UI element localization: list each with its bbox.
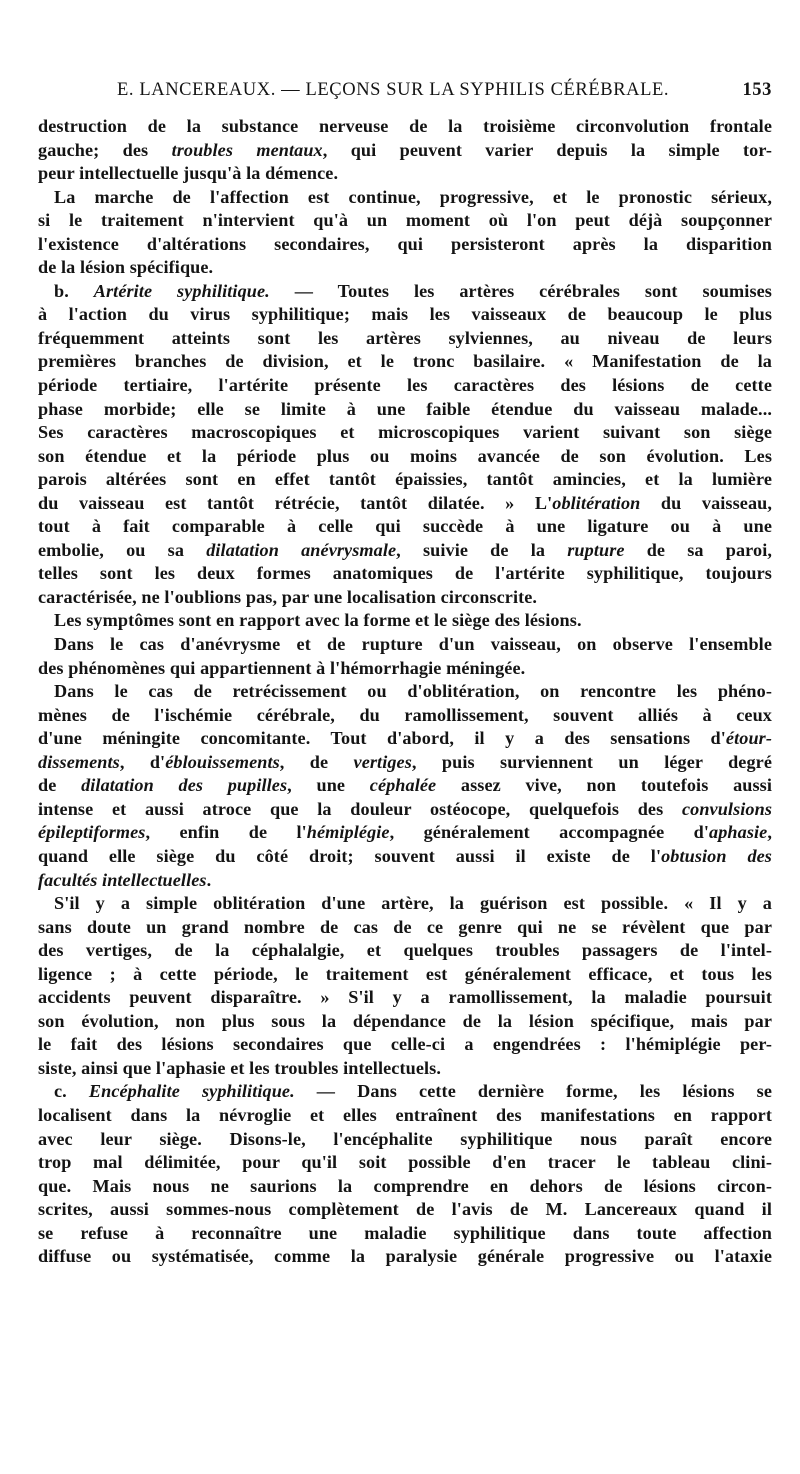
text-segment: fréquemment atteints sont les artères sylviennes, au niveau de leurs [38,327,772,348]
text-segment: La marche de l'affection est continue, progressive, et le pronostic sérieux, [54,186,772,207]
italic-segment: troubles mentaux [171,139,323,160]
text-segment: — Toutes les artères cérébrales sont soumises [269,280,772,301]
text-line [38,186,772,210]
italic-segment: oblitération [552,492,641,513]
text-line [38,586,772,610]
text-segment: des phénomènes qui appartiennent à l'hémorrhagie méningée. [38,657,526,678]
text-segment: , suivie de la [396,539,568,560]
italic-segment: obtusion des [661,845,772,866]
text-line [38,892,772,916]
text-segment: son évolution, non plus sous la dépendance de la lésion spécifique, mais par [38,1010,772,1031]
text-segment: d'une méningite concomitante. Tout d'abord, il y a des sensations d' [38,728,726,749]
italic-segment: dissements [38,751,120,772]
text-segment: — Dans cette dernière forme, les lésions se [294,1081,772,1102]
italic-segment: convulsions [681,798,772,819]
text-line [38,539,772,563]
text-segment: siste, ainsi que l'aphasie et les troubles intellectuels. [38,1057,441,1078]
text-line [38,1080,772,1104]
text-segment: Ses caractères macroscopiques et microscopiques varient suivant son siège [38,422,772,443]
text-segment: destruction de la substance nerveuse de la troisième circonvolution frontale [38,116,772,136]
text-segment: Les symptômes sont en rapport avec la forme et le siège des lésions. [54,610,582,631]
text-segment: embolie, ou sa [38,539,207,560]
text-line [38,633,772,657]
text-line [38,939,772,963]
text-segment: . [206,869,212,890]
text-segment: du vaisseau est tantôt rétrécie, tantôt dilatée. » L' [38,492,553,513]
text-segment: se refuse à reconnaître une maladie syphilitique dans toute affection [38,1222,772,1243]
italic-segment: vertiges [353,751,412,772]
text-line [38,1104,772,1128]
text-line [38,115,772,139]
italic-segment: aphasie [709,822,768,843]
text-segment: , une [287,775,370,796]
text-segment: phase morbide; elle se limite à une faible étendue du vaisseau malade... [38,398,772,419]
text-segment: , enfin de l' [145,822,307,843]
text-line [38,1198,772,1222]
italic-segment: rupture [567,539,625,560]
text-segment: caractérisée, ne l'oublions pas, par une localisation circonscrite. [38,586,538,607]
running-title: E. LANCEREAUX. — LEÇONS SUR LA SYPHILIS CÉRÉBRALE. [117,80,670,100]
text-segment: Dans le cas de retrécissement ou d'oblitération, on rencontre les phéno- [54,681,772,702]
text-line [38,1057,772,1081]
italic-segment: épileptiformes [38,822,146,843]
italic-segment: Encéphalite syphilitique. [88,1081,295,1102]
italic-segment: étour- [725,728,772,749]
text-line [38,327,772,351]
text-segment: son étendue et la période plus ou moins avancée de son évolution. Les [38,445,772,466]
text-line [38,350,772,374]
text-line [38,774,772,798]
text-line [38,1222,772,1246]
text-line [38,916,772,940]
text-segment: tout à fait comparable à celle qui succède à une ligature ou à une [38,516,772,537]
text-line [38,303,772,327]
text-line [38,845,772,869]
text-line [38,445,772,469]
text-segment: période tertiaire, l'artérite présente les caractères des lésions de cette [38,375,772,396]
text-line [38,421,772,445]
text-segment: , [767,822,772,843]
text-segment: telles sont les deux formes anatomiques de l'artérite syphilitique, toujours [38,563,772,584]
italic-segment: éblouissements [165,751,280,772]
text-segment: c. [54,1081,89,1102]
text-segment: parois altérées sont en effet tantôt épaissies, tantôt amincies, et la lumière [38,469,772,490]
text-segment: diffuse ou systématisée, comme la paralysie générale progressive ou l'ataxie [38,1246,772,1267]
text-segment: scrites, aussi sommes-nous complètement de l'avis de M. Lancereaux quand il [38,1199,772,1220]
text-segment: intense et aussi atroce que la douleur ostéocope, quelquefois des [38,798,682,819]
text-line [38,680,772,704]
text-segment: mènes de l'ischémie cérébrale, du ramollissement, souvent alliés à ceux [38,704,772,725]
text-segment: que. Mais nous ne saurions la comprendre en dehors de lésions circon- [38,1175,772,1196]
text-segment: le fait des lésions secondaires que celle-ci a engendrées : l'hémiplégie per- [38,1034,772,1055]
italic-segment: céphalée [369,775,437,796]
text-line [38,468,772,492]
text-segment: quand elle siège du côté droit; souvent aussi il existe de l' [38,845,662,866]
text-segment: ligence ; à cette période, le traitement est généralement efficace, et tous les [38,963,772,984]
text-line [38,963,772,987]
text-segment: localisent dans la névroglie et elles entraînent des manifestations en rapport [38,1104,772,1125]
text-segment: l'existence d'altérations secondaires, qui persisteront après la disparition [38,233,772,254]
text-line [38,869,772,893]
body-text [38,115,772,1269]
text-line [38,562,772,586]
text-line [38,374,772,398]
text-segment: premières branches de division, et le tronc basilaire. « Manifestation de la [38,351,772,372]
text-line [38,280,772,304]
text-segment: , d' [119,751,166,772]
text-line [38,515,772,539]
text-segment: si le traitement n'intervient qu'à un moment où l'on peut déjà soupçonner [38,210,772,231]
text-segment: sans doute un grand nombre de cas de ce genre qui ne se révèlent que par [38,916,772,937]
text-segment: Dans le cas d'anévrysme et de rupture d'un vaisseau, on observe l'ensemble [54,634,772,655]
text-line [38,162,772,186]
italic-segment: facultés intellectuelles [38,869,207,890]
text-segment: , de [279,751,354,772]
italic-segment: hémiplégie [306,822,390,843]
text-segment: assez vive, non toutefois aussi [436,775,772,796]
text-line [38,986,772,1010]
italic-segment: dilatation anévrysmale [206,539,397,560]
text-line [38,1128,772,1152]
text-line [38,798,772,822]
text-line [38,492,772,516]
italic-segment: Artérite syphilitique. [93,280,270,301]
text-line [38,609,772,633]
text-segment: S'il y a simple oblitération d'une artère, la guérison est possible. « Il y a [54,893,772,914]
text-segment: gauche; des [38,139,172,160]
text-line [38,657,772,681]
text-segment: , qui peuvent varier depuis la simple tor- [322,139,772,160]
text-line [38,398,772,422]
text-segment: de sa paroi, [624,539,772,560]
text-segment: b. [54,280,94,301]
text-segment: de [38,775,82,796]
text-segment: avec leur siège. Disons-le, l'encéphalite syphilitique nous paraît encore [38,1128,772,1149]
text-line [38,821,772,845]
text-line [38,1010,772,1034]
text-line [38,704,772,728]
text-line [38,727,772,751]
text-line [38,751,772,775]
text-segment: des vertiges, de la céphalalgie, et quelques troubles passagers de l'intel- [38,940,772,961]
text-segment: , généralement accompagnée d' [389,822,710,843]
text-line [38,1245,772,1269]
text-segment: peur intellectuelle jusqu'à la démence. [38,163,339,184]
running-header [117,78,772,102]
text-line [38,233,772,257]
text-segment: à l'action du virus syphilitique; mais les vaisseaux de beaucoup le plus [38,304,772,325]
text-segment: , puis surviennent un léger degré [411,751,772,772]
text-line [38,139,772,163]
text-line [38,1033,772,1057]
text-line [38,1175,772,1199]
text-segment: du vaisseau, [640,492,772,513]
text-segment: trop mal délimitée, pour qu'il soit possible d'en tracer le tableau clini- [38,1152,772,1173]
text-line [38,1151,772,1175]
italic-segment: dilatation des pupilles [81,775,288,796]
text-segment: accidents peuvent disparaître. » S'il y a ramollissement, la maladie poursuit [38,987,772,1008]
page-number: 153 [742,80,772,100]
text-line [38,209,772,233]
text-line [38,256,772,280]
text-segment: de la lésion spécifique. [38,257,214,278]
